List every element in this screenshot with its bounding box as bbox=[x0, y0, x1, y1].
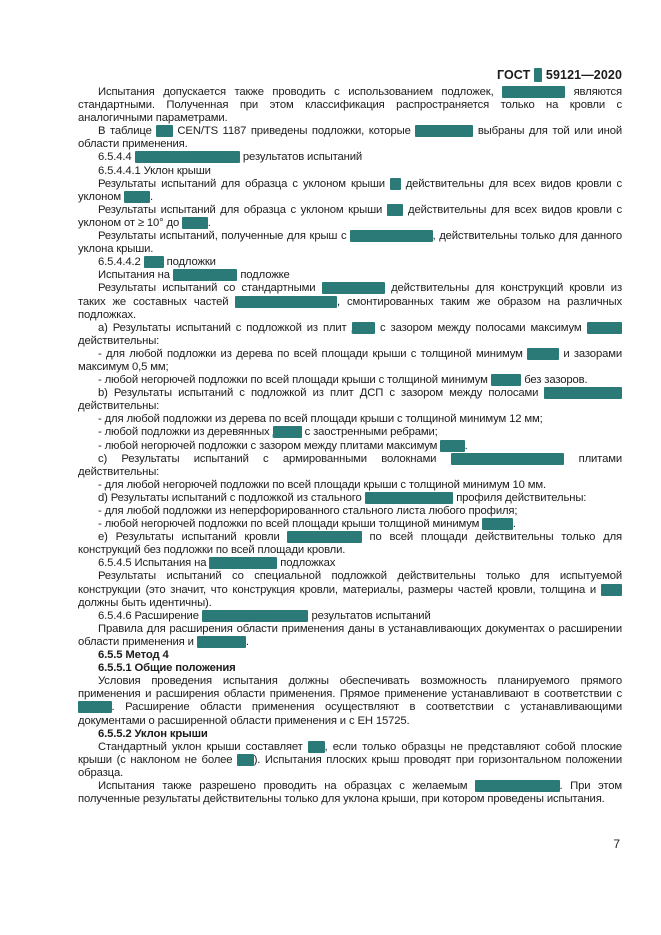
redaction-highlight: 5 мм bbox=[440, 439, 465, 452]
text-segment: 6.5.4.6 Расширение bbox=[98, 609, 202, 622]
text-segment: действительны для всех видов кровли с уклоном bbox=[78, 177, 622, 203]
redaction-highlight: ≤ 70° bbox=[182, 216, 208, 229]
text-segment: с зазором между полосами максимум bbox=[375, 321, 587, 334]
text-segment: . bbox=[245, 635, 249, 648]
paragraph bbox=[78, 374, 622, 387]
text-segment: Результаты испытаний со специальной подложкой действительны только для испытуемой конструкции (это значит, что конструкция кровли, материалы, размеры частей кровли, толщина и bbox=[78, 570, 622, 596]
redaction-highlight: трапециевидного bbox=[364, 491, 454, 504]
text-segment: с заостренными ребрами; bbox=[301, 426, 438, 439]
text-segment: плитами действительны: bbox=[78, 452, 622, 478]
text-segment: 6.5.4.4.1 Уклон крыши bbox=[98, 164, 211, 177]
text-segment: результатов испытаний bbox=[239, 151, 363, 164]
text-segment: . Расширение области применения осуществляют в соответствии с устанавливающими документами о расширенной области применения и с ЕН 15725. bbox=[78, 701, 622, 727]
paragraph bbox=[78, 282, 622, 321]
redaction-highlight: могут быть bbox=[415, 125, 474, 138]
text-segment: подложке bbox=[237, 269, 290, 282]
redaction-highlight: (5,0 ± 0,5) мм bbox=[544, 387, 622, 400]
text-segment: действительны: bbox=[78, 334, 160, 347]
text-segment: c) Результаты испытаний с армированными волокнами bbox=[98, 452, 451, 465]
paragraph bbox=[78, 348, 622, 374]
redaction-highlight: < 10° bbox=[123, 190, 151, 203]
text-segment: ). Испытания плоских крыш проводят при горизонтальном положении образца. bbox=[78, 753, 622, 779]
paragraph bbox=[78, 453, 622, 479]
text-segment: - любой негорючей подложки по всей площади крыши с толщиной минимум bbox=[98, 374, 491, 387]
redaction-highlight: 6.5.5.5 bbox=[78, 701, 112, 714]
text-segment: и зазорами максимум 0,5 мм; bbox=[78, 347, 622, 373]
text-segment: 6.5.4.5 Испытания на bbox=[98, 557, 210, 570]
paragraph bbox=[78, 479, 622, 492]
redaction-highlight: подложками bbox=[321, 282, 385, 295]
text-segment: . bbox=[512, 518, 516, 531]
text-segment: Стандартный уклон крыши составляет bbox=[98, 740, 308, 753]
text-segment: выбраны для той или иной области применения. bbox=[78, 125, 622, 151]
text-segment: подложки bbox=[163, 256, 216, 269]
text-segment: В таблице bbox=[98, 125, 157, 138]
redaction-highlight: 12 мм bbox=[527, 347, 559, 360]
paragraph bbox=[78, 780, 622, 806]
text-segment: 59121—2020 bbox=[542, 68, 622, 82]
paragraph bbox=[78, 505, 622, 518]
text-segment: Результаты испытаний со стандартными bbox=[98, 282, 322, 295]
redaction-highlight: 45° bbox=[307, 740, 325, 753]
text-segment: по всей площади действительны только для конструкций без подложки по всей площади кровли. bbox=[78, 531, 623, 557]
text-segment: Результаты испытаний для образца с уклоном крыши bbox=[98, 203, 387, 216]
redaction-highlight: т. д. bbox=[600, 583, 622, 596]
text-segment: Испытания допускается также проводить с использованием подложек, bbox=[98, 86, 503, 98]
text-segment: подложках bbox=[277, 557, 336, 570]
paragraph bbox=[78, 675, 622, 727]
redaction-highlight: 5° bbox=[390, 177, 401, 190]
paragraph bbox=[78, 741, 622, 780]
redaction-highlight: кальций-силикатными bbox=[450, 452, 565, 465]
text-segment: , смонтированных таким же образом на различных подложках. bbox=[78, 295, 623, 321]
paragraph bbox=[78, 269, 622, 282]
redaction-highlight: В.3 bbox=[156, 125, 173, 138]
text-segment: являются стандартными. Полученная при этом классификация распространяется только на кровли с аналогичными параметрами. bbox=[78, 86, 622, 125]
redaction-highlight: досок bbox=[272, 426, 302, 439]
page-number: 7 bbox=[613, 837, 620, 851]
paragraph bbox=[78, 322, 622, 348]
section-heading bbox=[78, 151, 622, 164]
text-segment: профиля действительны: bbox=[453, 491, 587, 504]
redaction-highlight: (включая толщину) bbox=[235, 295, 337, 308]
text-segment: e) Результаты испытаний кровли bbox=[98, 531, 288, 544]
text-segment: Испытания также разрешено проводить на образцах с желаемым bbox=[98, 779, 476, 792]
redaction-highlight: 10 мм bbox=[490, 374, 522, 387]
text-segment: - любой подложки из деревянных bbox=[98, 426, 273, 439]
paragraph bbox=[78, 426, 622, 439]
text-segment: действительны для всех видов кровли с уклоном от ≥ 10° до bbox=[78, 203, 622, 229]
redaction-highlight: 0,5 мм bbox=[586, 321, 623, 334]
text-segment: . bbox=[207, 216, 211, 229]
text-segment: действительны: bbox=[78, 400, 160, 413]
text-segment: - для любой негорючей подложки по всей площади крыши с толщиной минимум 10 мм. bbox=[98, 478, 547, 491]
paragraph bbox=[78, 178, 622, 204]
redaction-highlight: другим уклоном bbox=[350, 230, 433, 243]
text-segment: - для любой подложки из дерева по всей площади крыши с толщиной минимум 12 мм; bbox=[98, 413, 543, 426]
text-segment: , если только образцы не представляют собой плоские крыши (с наклоном не более bbox=[78, 740, 622, 766]
redaction-highlight: 10 мм bbox=[482, 518, 513, 531]
redaction-highlight: без подложки bbox=[287, 531, 362, 544]
document-body bbox=[78, 86, 622, 806]
text-segment: CEN/TS 1187 приведены подложки, которые bbox=[172, 125, 416, 138]
text-segment: - любой негорючей подложки по всей площади крыши толщиной минимум bbox=[98, 518, 483, 531]
text-segment: . bbox=[150, 190, 154, 203]
text-segment: 6.5.5.1 Общие положения bbox=[98, 662, 236, 675]
document-header bbox=[497, 68, 622, 82]
text-segment: Испытания на bbox=[98, 269, 173, 282]
text-segment: Правила для расширения области применения даны в устанавливающих документах о расширении области применения и bbox=[78, 622, 622, 648]
paragraph bbox=[78, 623, 622, 649]
paragraph bbox=[78, 230, 622, 256]
text-segment: . При этом полученные результаты действительны только для уклона крыши, при котором проведены испытания. bbox=[78, 779, 622, 806]
section-heading bbox=[78, 649, 622, 662]
text-segment: - для любой подложки из неперфорированного стального листа любого профиля; bbox=[98, 505, 518, 517]
section-heading bbox=[78, 610, 622, 623]
text-segment: должны быть идентичны). bbox=[78, 596, 212, 609]
paragraph bbox=[78, 531, 622, 557]
redaction-highlight: Вид bbox=[143, 256, 164, 269]
redaction-highlight: специальных bbox=[209, 557, 278, 570]
section-heading bbox=[78, 728, 622, 741]
redaction-highlight: Р bbox=[533, 68, 543, 82]
paragraph bbox=[78, 570, 622, 609]
text-segment: результатов испытаний bbox=[308, 609, 431, 622]
paragraph bbox=[78, 492, 622, 505]
section-heading bbox=[78, 557, 622, 570]
redaction-highlight: 30° bbox=[386, 203, 404, 216]
paragraph bbox=[78, 204, 622, 230]
paragraph bbox=[78, 387, 622, 413]
text-segment: 6.5.4.4 bbox=[98, 151, 135, 164]
text-segment: d) Результаты испытаний с подложкой из стального bbox=[98, 491, 365, 504]
redaction-highlight: которые не bbox=[502, 86, 566, 98]
redaction-highlight: уклоном крыши bbox=[475, 779, 560, 792]
section-heading bbox=[78, 165, 622, 178]
text-segment: Результаты испытаний, полученные для крыш с bbox=[98, 230, 351, 243]
paragraph bbox=[78, 125, 622, 151]
paragraph bbox=[78, 518, 622, 531]
text-segment: ГОСТ bbox=[496, 68, 534, 82]
text-segment: 6.5.5.2 Уклон крыши bbox=[98, 727, 208, 740]
text-segment: - для любой подложки из дерева по всей площади крыши с толщиной минимум bbox=[98, 347, 528, 360]
text-segment: без зазоров. bbox=[521, 374, 588, 387]
redaction-highlight: Прямое применение bbox=[134, 151, 240, 164]
text-segment: a) Результаты испытаний с подложкой из плит bbox=[98, 321, 352, 334]
text-segment: , действительны только для данного уклона крыши. bbox=[78, 230, 622, 256]
text-segment: . bbox=[464, 439, 468, 452]
paragraph bbox=[78, 86, 622, 125]
text-segment: 6.5.4.4.2 bbox=[98, 256, 144, 269]
redaction-highlight: ЕН 15725 bbox=[196, 635, 246, 648]
section-heading bbox=[78, 256, 622, 269]
redaction-highlight: стандартной bbox=[172, 269, 238, 282]
text-segment: b) Результаты испытаний с подложкой из плит ДСП с зазором между полосами bbox=[98, 387, 545, 400]
text-segment: Условия проведения испытания должны обеспечивать возможность планируемого прямого применения и расширения области применения. Прямое применение устанавливают в соответствии с bbox=[78, 675, 622, 701]
section-heading bbox=[78, 662, 622, 675]
text-segment: - любой негорючей подложки с зазором между плитами максимум bbox=[98, 439, 441, 452]
paragraph bbox=[78, 413, 622, 426]
redaction-highlight: ДСП bbox=[351, 321, 376, 334]
redaction-highlight: 10° bbox=[237, 753, 254, 766]
paragraph bbox=[78, 440, 622, 453]
text-segment: Результаты испытаний для образца с уклоном крыши bbox=[98, 177, 391, 190]
text-segment: действительны для конструкций кровли из таких же составных частей bbox=[78, 282, 622, 308]
text-segment: 6.5.5 Метод 4 bbox=[98, 649, 169, 662]
redaction-highlight: области применения bbox=[201, 609, 309, 622]
